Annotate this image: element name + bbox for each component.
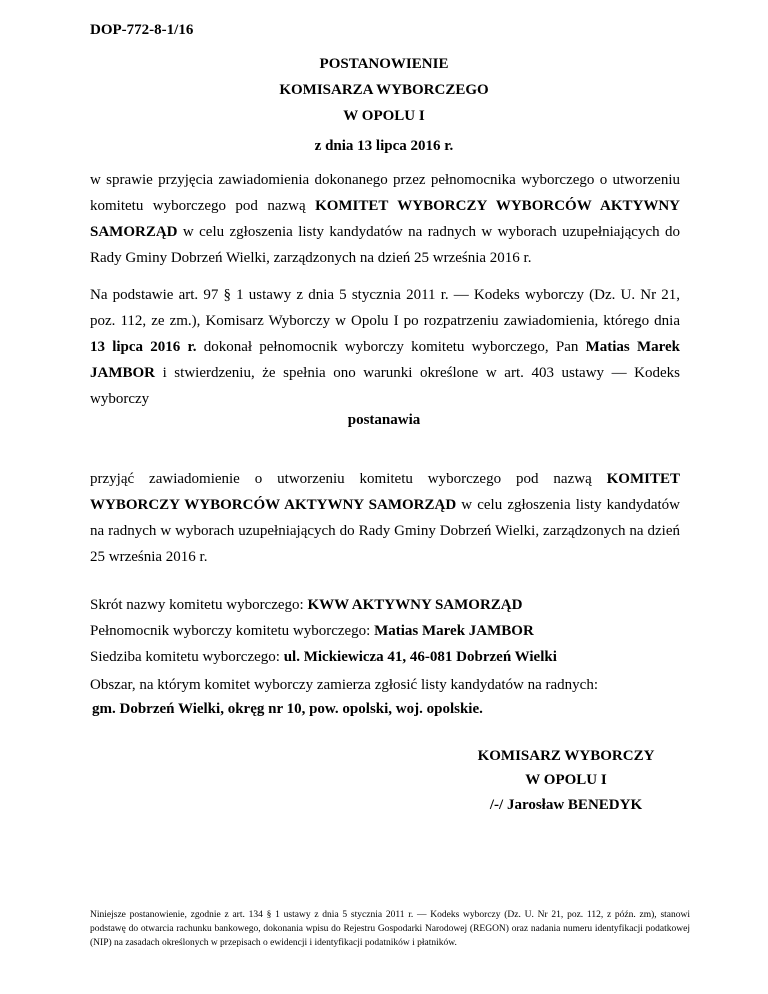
- footnote: Niniejsze postanowienie, zgodnie z art. 134 § 1 ustawy z dnia 5 stycznia 2011 r. — Kodeks wyborczy (Dz. U. Nr 21, poz. 112, z późn. zm), stanowi podstawę do otwarcia rachunku bankowego, dokonania wpisu do Rejestru Gospodarki Narodowej (REGON) oraz nadania numeru identyfikacji podatkowej (NIP) na zasadach określonych w przepisach o ewidencji i identyfikacji podatników i płatników.: [90, 910, 690, 948]
- abbrev-line: [90, 597, 690, 614]
- heading-authority: KOMISARZA WYBORCZEGO: [279, 82, 489, 98]
- signature-title: KOMISARZ WYBORCZY: [477, 748, 655, 764]
- decision-text-2: w celu zgłoszenia listy kandydatów na radnych w wyborach uzupełniających do Rady Gminy Dobrzeń Wielki, zarządzonych na dzień 25 września 2016 r.: [90, 497, 680, 565]
- area-label: Obszar, na którym komitet wyborczy zamierza zgłosić listy kandydatów na radnych:: [90, 677, 598, 693]
- seat-line: [90, 649, 690, 666]
- decides-word: postanawia: [347, 412, 421, 428]
- decision-text-1: przyjąć zawiadomienie o utworzeniu komitetu wyborczego pod nazwą: [90, 471, 607, 487]
- seat-label: Siedziba komitetu wyborczego:: [90, 649, 284, 665]
- area-value-line: [92, 701, 692, 718]
- area-value: gm. Dobrzeń Wielki, okręg nr 10, pow. opolski, woj. opolskie.: [92, 701, 483, 717]
- proxy-value: Matias Marek JAMBOR: [374, 623, 534, 639]
- abbrev-value: KWW AKTYWNY SAMORZĄD: [307, 597, 523, 613]
- signature-name: /-/ Jarosław BENEDYK: [489, 797, 643, 813]
- proxy-line: [90, 623, 690, 640]
- signature-location: W OPOLU I: [525, 772, 607, 788]
- decision-paragraph: [90, 466, 680, 570]
- subject-text-2: w celu zgłoszenia listy kandydatów na radnych w wyborach uzupełniających do Rady Gminy Dobrzeń Wielki, zarządzonych na dzień 25 września 2016 r.: [90, 224, 680, 266]
- area-line: [90, 672, 680, 698]
- decision-committee-name: KOMITET WYBORCZY WYBORCÓW AKTYWNY SAMORZĄD: [90, 471, 680, 513]
- basis-proxy-name: Matias Marek JAMBOR: [90, 339, 681, 381]
- heading-title: POSTANOWIENIE: [319, 56, 449, 72]
- proxy-label: Pełnomocnik wyborczy komitetu wyborczego:: [90, 623, 375, 639]
- heading-date: z dnia 13 lipca 2016 r.: [314, 138, 454, 154]
- basis-text-1: Na podstawie art. 97 § 1 ustawy z dnia 5 stycznia 2011 r. — Kodeks wyborczy (Dz. U. Nr 21, poz. 112, ze zm.), Komisarz Wyborczy w Opolu I po rozpatrzeniu zawiadomienia, którego dnia: [90, 287, 680, 329]
- basis-paragraph: [90, 282, 680, 412]
- subject-committee-name: KOMITET WYBORCZY WYBORCÓW AKTYWNY SAMORZĄD: [90, 198, 680, 240]
- seat-value: ul. Mickiewicza 41, 46-081 Dobrzeń Wielki: [283, 649, 557, 665]
- heading-location: W OPOLU I: [343, 108, 425, 124]
- basis-text-2: dokonał pełnomocnik wyborczy komitetu wyborczego, Pan: [196, 339, 586, 355]
- reference-number: DOP-772-8-1/16: [90, 22, 194, 38]
- abbrev-label: Skrót nazwy komitetu wyborczego:: [90, 597, 308, 613]
- subject-text-1: w sprawie przyjęcia zawiadomienia dokonanego przez pełnomocnika wyborczego o utworzeniu komitetu wyborczego pod nazwą: [90, 172, 680, 214]
- basis-date: 13 lipca 2016 r.: [90, 339, 197, 355]
- subject-paragraph: [90, 167, 680, 271]
- basis-text-3: i stwierdzeniu, że spełnia ono warunki określone w art. 403 ustawy — Kodeks wyborczy: [90, 365, 680, 407]
